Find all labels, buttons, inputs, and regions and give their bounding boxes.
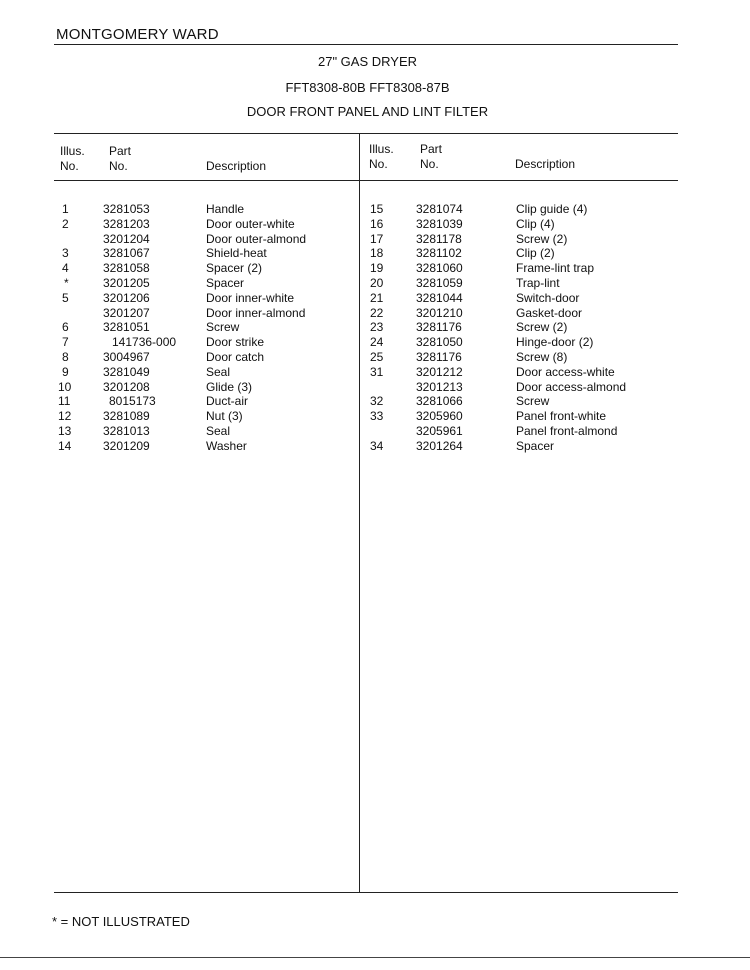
illus-number: 2 [62,216,69,231]
part-description: Trap-lint [516,276,560,290]
illus-number: 18 [370,246,384,261]
right-part-header [420,142,442,172]
table-row [0,320,359,335]
table-top-rule [54,133,678,134]
part-number: 3201207 [103,305,150,320]
illus-header-line2: No. [369,157,388,171]
illus-number: 16 [370,216,384,231]
illus-number: 31 [370,364,384,379]
table-row [0,365,359,380]
part-description: Frame-lint trap [516,261,595,276]
part-description: Shield-heat [206,246,267,261]
illus-number: 32 [370,394,384,409]
part-number: 3281049 [103,364,150,379]
part-header-line2: No. [109,159,128,173]
illus-number: 13 [58,424,72,438]
part-description: Door outer-white [206,216,295,231]
part-description: Screw [206,320,240,335]
part-number: 3281051 [103,320,150,335]
table-row [0,380,359,395]
part-number: 3281066 [416,394,463,409]
left-illus-header [60,144,85,174]
part-number: 8015173 [109,394,156,409]
table-bottom-rule [54,892,678,893]
illus-number: 21 [370,290,384,305]
illus-number: 12 [58,409,72,424]
part-number: 3201206 [103,290,150,305]
page-bottom-rule [0,957,750,958]
illus-number: 15 [370,202,384,216]
part-description: Clip guide (4) [516,202,588,216]
table-row [360,291,678,306]
illus-number: 14 [58,438,72,453]
illus-number: 4 [62,261,69,276]
part-number: 3201210 [416,305,463,320]
footnote: * = NOT ILLUSTRATED [52,914,190,929]
part-number: 141736-000 [112,335,177,350]
part-description: Spacer (2) [206,261,263,276]
table-row [360,365,678,380]
part-number: 3201208 [103,379,150,394]
part-number: 3281178 [416,231,462,246]
table-header-rule [54,180,678,181]
table-row [360,424,678,439]
part-number: 3281058 [103,261,150,276]
part-description: Screw [516,394,550,409]
right-description-header: Description [515,157,576,171]
part-number: 3201264 [416,438,463,453]
table-row [0,246,359,261]
part-header-line2: No. [420,157,439,171]
part-description: Handle [206,202,245,216]
illus-number: 5 [62,290,69,305]
part-description: Switch-door [516,290,580,305]
part-description: Spacer [516,438,555,453]
illus-number: 24 [370,335,384,350]
part-description: Panel front-white [516,409,607,424]
part-number: 3004967 [103,350,150,364]
part-header-line1: Part [109,144,132,158]
header-divider [54,44,678,45]
illus-number: 6 [62,320,69,335]
illus-number: 8 [62,350,69,364]
illus-number: 10 [58,379,72,394]
illus-number: 19 [370,261,384,276]
table-row [360,276,678,291]
part-number: 3281203 [103,216,150,231]
brand-name: MONTGOMERY WARD [56,26,219,43]
part-number: 3281013 [103,424,150,438]
illus-number: 22 [370,305,384,320]
illus-number: * [64,276,69,290]
part-number: 3281102 [416,246,462,261]
part-description: Door strike [206,335,265,350]
table-row [360,246,678,261]
part-description: Door access-white [516,364,615,379]
table-row [360,202,678,217]
document-title: 27" GAS DRYER [317,54,418,69]
table-row [360,409,678,424]
part-number: 3201209 [103,438,150,453]
illus-number: 23 [370,320,384,335]
table-row [0,350,359,365]
table-row [0,439,359,454]
table-row [360,439,678,454]
part-description: Door inner-almond [206,305,306,320]
part-description: Washer [206,438,247,453]
part-number: 3281067 [103,246,150,261]
table-row [0,306,359,321]
illus-header-line1: Illus. [60,144,85,158]
part-number: 3281053 [103,202,150,216]
table-row [0,261,359,276]
illus-number: 1 [62,202,69,216]
table-row [0,217,359,232]
table-row [360,394,678,409]
part-number: 3201213 [416,379,463,394]
part-number: 3281059 [416,276,463,290]
part-description: Glide (3) [206,379,253,394]
part-description: Door catch [206,350,265,364]
table-row [0,232,359,247]
part-description: Seal [206,424,231,438]
section-title: DOOR FRONT PANEL AND LINT FILTER [246,104,489,119]
part-number: 3281074 [416,202,463,216]
illus-number: 11 [58,394,71,409]
part-number: 3205960 [416,409,463,424]
illus-number: 9 [62,364,69,379]
table-row [360,261,678,276]
part-number: 3281089 [103,409,150,424]
part-description: Screw (2) [516,231,568,246]
part-number: 3201212 [416,364,463,379]
illus-number: 7 [62,335,69,350]
illus-number: 33 [370,409,384,424]
table-row [0,202,359,217]
illus-number: 25 [370,350,384,364]
table-row [360,320,678,335]
part-number: 3201205 [103,276,150,290]
illus-number: 34 [370,438,384,453]
illus-number: 3 [62,246,69,261]
part-number: 3281176 [416,350,462,364]
part-description: Panel front-almond [516,424,618,438]
table-row [0,335,359,350]
right-illus-header [369,142,394,172]
table-row [360,232,678,247]
part-description: Seal [206,364,231,379]
part-description: Door outer-almond [206,231,307,246]
part-number: 3281044 [416,290,463,305]
part-description: Gasket-door [516,305,583,320]
part-number: 3201204 [103,231,150,246]
part-description: Spacer [206,276,245,290]
illus-header-line2: No. [60,159,79,173]
model-numbers: FFT8308-80B FFT8308-87B [285,80,450,95]
part-number: 3281176 [416,320,462,335]
left-description-header: Description [206,159,267,173]
part-description: Clip (4) [516,216,555,231]
illus-header-line1: Illus. [369,142,394,156]
part-header-line1: Part [420,142,443,156]
table-row [0,424,359,439]
part-description: Hinge-door (2) [516,335,594,350]
table-row [0,276,359,291]
part-description: Clip (2) [516,246,555,261]
part-description: Door access-almond [516,379,627,394]
table-row [360,306,678,321]
illus-number: 17 [370,231,384,246]
illus-number: 20 [370,276,384,290]
part-description: Duct-air [206,394,249,409]
table-row [0,291,359,306]
table-row [360,217,678,232]
table-row [360,380,678,395]
table-row [0,394,359,409]
part-description: Screw (8) [516,350,568,364]
part-description: Screw (2) [516,320,568,335]
table-row [360,335,678,350]
part-number: 3281050 [416,335,463,350]
part-number: 3281039 [416,216,463,231]
table-row [360,350,678,365]
part-number: 3281060 [416,261,463,276]
left-part-header [109,144,131,174]
part-description: Door inner-white [206,290,295,305]
part-number: 3205961 [416,424,463,438]
part-description: Nut (3) [206,409,243,424]
table-row [0,409,359,424]
